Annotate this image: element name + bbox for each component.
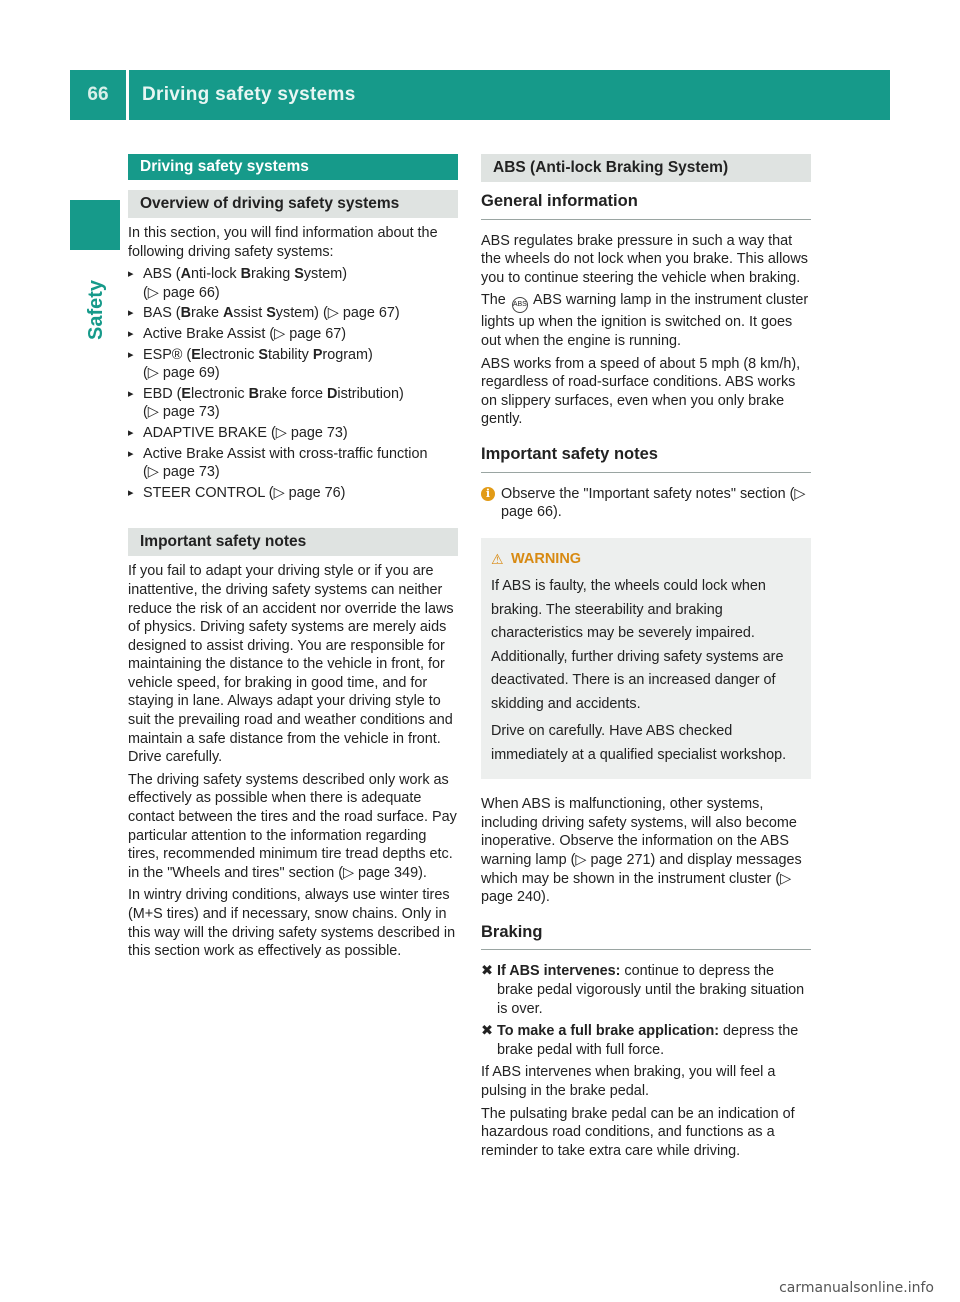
system-list-item: ▸ ADAPTIVE BRAKE (▷ page 73) [128,424,458,443]
info-note-text: Observe the "Important safety notes" section (▷ page 66). [501,485,806,521]
malfunction-paragraph: When ABS is malfunctioning, other systems, including driving safety systems, will also become inoperative. Observe the information on the ABS warning lamp (▷ page 271) and display messages which may be shown in the instrument cluster (▷ page 240). [481,796,802,906]
section-title: Driving safety systems [128,154,458,180]
general-paragraph: ABS works from a speed of about 5 mph (8 km/h), regardless of road-surface conditions. ABS works on slippery surfaces, even when you only brake gently. [481,355,801,428]
general-info-heading: General information [481,192,811,220]
safety-paragraph: In wintry driving conditions, always use winter tires (M+S tires) and if necessary, snow chains. Only in this way will the driving safety systems described in this section work as effectively as possible. [128,887,456,960]
braking-paragraph: If ABS intervenes when braking, you will feel a pulsing in the brake pedal. [481,1064,776,1099]
info-icon: i [481,487,495,501]
important-safety-heading: Important safety notes [481,445,811,473]
warning-box [481,538,811,780]
abs-heading: ABS (Anti-lock Braking System) [481,154,811,182]
action-step: ✖ To make a full brake application: depress the brake pedal with full force. [481,1023,799,1058]
system-list-item: ▸ STEER CONTROL (▷ page 76) [128,484,458,503]
system-list-item: ▸ BAS (Brake Assist System) (▷ page 67) [128,304,458,323]
sidebar-marker [70,200,120,250]
warning-text: If ABS is faulty, the wheels could lock when braking. The steerability and braking characteristics may be severely impaired. Additionally, further driving safety systems are deactivated. There is an increased danger of skidding and accidents. [491,578,784,712]
system-list-item: ▸ Active Brake Assist with cross-traffic function (▷ page 73) [128,445,458,482]
safety-paragraph: The driving safety systems described only work as effectively as possible when there is adequate contact between the tires and the road surface. Pay particular attention to the information regarding tires, recommended minimum tire tread depths etc. in the "Wheels and tires" section (▷ page 349). [128,771,457,881]
header-divider [126,70,129,120]
left-column [128,154,458,965]
info-note [481,485,811,522]
systems-list [128,265,458,502]
overview-heading: Overview of driving safety systems [128,190,458,218]
page-reference: (▷ page 73) [143,404,220,421]
page-reference: (▷ page 66) [143,284,220,301]
safety-notes-heading: Important safety notes [128,528,458,556]
warning-triangle-icon: ⚠ [491,550,504,567]
action-arrow-icon: ✖ [481,963,494,980]
action-arrow-icon: ✖ [481,1023,494,1040]
braking-heading: Braking [481,923,811,951]
action-step: ✖ If ABS intervenes: continue to depress the brake pedal vigorously until the braking situation is over. [481,963,805,1017]
page-number: 66 [87,84,109,105]
overview-intro: In this section, you will find information about the following driving safety systems: [128,225,438,260]
general-paragraph: ABS regulates brake pressure in such a way that the wheels do not lock when you brake. This allows you to continue steering the vehicle when braking. [481,232,808,286]
system-list-item: ▸ EBD (Electronic Brake force Distribution) (▷ page 73) [128,385,458,422]
page-reference: (▷ page 73) [143,464,220,481]
system-list-item: ▸ Active Brake Assist (▷ page 67) [128,325,458,344]
warning-heading: ⚠ WARNING [491,548,801,572]
braking-paragraph: The pulsating brake pedal can be an indication of hazardous road conditions, and functions as a reminder to take extra care while driving. [481,1105,795,1159]
right-column [481,154,811,1164]
page-reference: (▷ page 69) [143,365,220,382]
sidebar-section-label: Safety [85,279,107,340]
header-title: Driving safety systems [142,84,356,105]
watermark: carmanualsonline.info [779,1280,934,1296]
warning-text: Drive on carefully. Have ABS checked immediately at a qualified specialist workshop. [491,723,787,763]
system-list-item: ▸ ABS (Anti-lock Braking System) (▷ page 66) [128,265,458,302]
general-paragraph-lamp: The ABS ABS warning lamp in the instrument cluster lights up when the ignition is switched on. It goes out when the engine is running. [481,292,809,349]
page-header [70,70,890,120]
safety-paragraph: If you fail to adapt your driving style or if you are inattentive, the driving safety systems can neither reduce the risk of an accident nor override the laws of physics. Driving safety systems are merely aids designed to assist driving. You are responsible for maintaining the distance to the vehicle in front, for vehicle speed, for braking in good time, and for staying in lane. Always adapt your driving style to suit the prevailing road and weather conditions and maintain a safe distance from the vehicle in front. Drive carefully. [128,563,454,766]
abs-warning-lamp-icon: ABS [512,297,528,313]
system-list-item: ▸ ESP® (Electronic Stability Program) (▷ page 69) [128,346,458,383]
